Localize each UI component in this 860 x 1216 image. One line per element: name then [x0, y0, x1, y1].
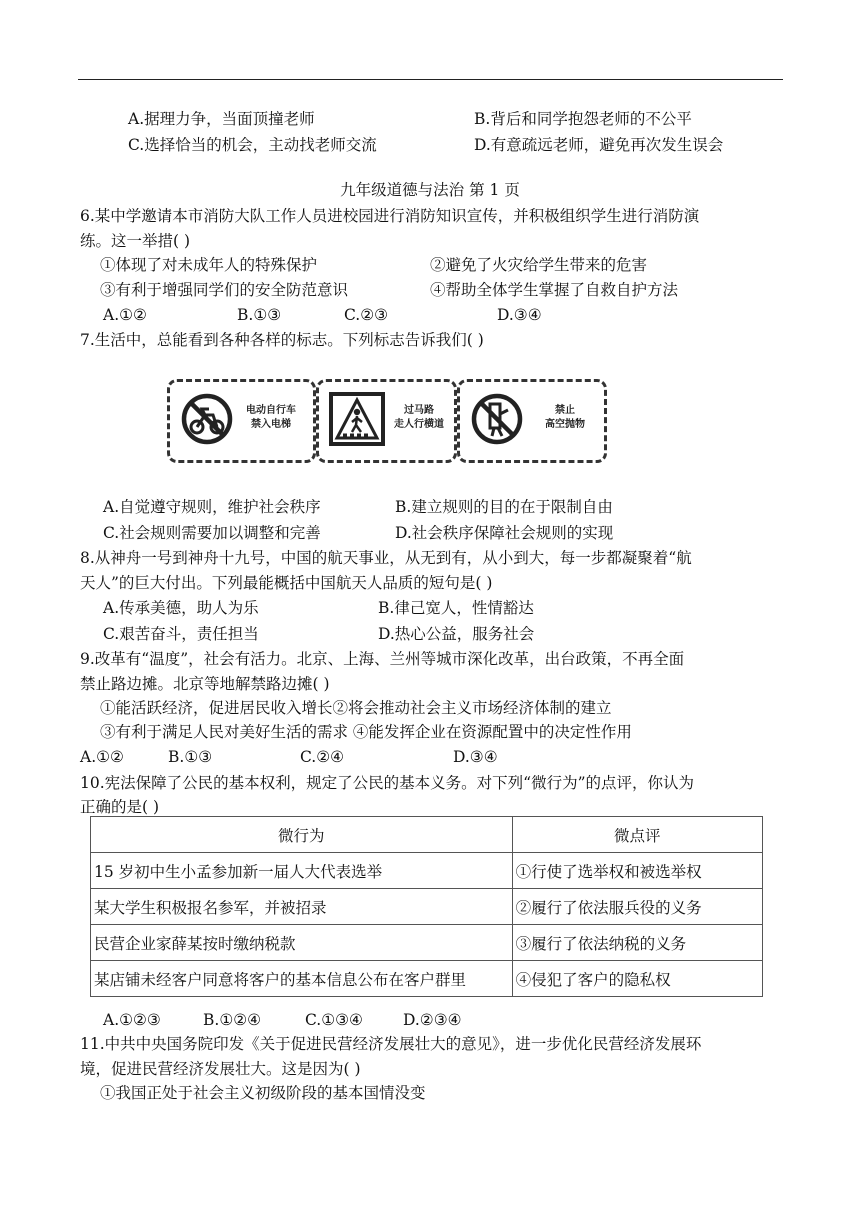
table-cell: ②履行了依法服兵役的义务: [512, 889, 762, 925]
q6-item-1: ①体现了对未成年人的特殊保护: [100, 256, 318, 274]
table-cell: 某大学生积极报名参军，并被招录: [91, 889, 513, 925]
q8-stem-line2: 天人”的巨大付出。下列最能概括中国航天人品质的短句是( ): [80, 574, 493, 592]
q6-option-c: C.②③: [344, 306, 389, 324]
q6-stem-line1: 6.某中学邀请本市消防大队工作人员进校园进行消防知识宣传，并积极组织学生进行消防演: [80, 207, 700, 225]
q8-option-a: A.传承美德，助人为乐: [103, 599, 259, 617]
q7-option-b: B.建立规则的目的在于限制自由: [395, 498, 613, 516]
q8-stem-line1: 8.从神舟一号到神舟十九号，中国的航天事业，从无到有，从小到大，每一步都凝聚着“航: [80, 549, 692, 567]
q9-items-line2: ③有利于满足人民对美好生活的需求 ④能发挥企业在资源配置中的决定性作用: [100, 723, 632, 741]
q9-option-a: A.①②: [80, 748, 124, 766]
q9-option-b: B.①③: [168, 748, 213, 766]
q8-option-b: B.律己宽人，性情豁达: [378, 599, 534, 617]
q7-option-c: C.社会规则需要加以调整和完善: [103, 524, 321, 542]
q11-stem-line1: 11.中共中央国务院印发《关于促进民营经济发展壮大的意见》，进一步优化民营经济发展环: [80, 1035, 702, 1053]
q5-option-a: A.据理力争，当面顶撞老师: [128, 110, 315, 128]
q10-option-c: C.①③④: [305, 1011, 363, 1029]
sign-no-ebike: [167, 379, 316, 463]
no-throwing-icon: [470, 392, 524, 446]
q9-stem-line1: 9.改革有“温度”，社会有活力。北京、上海、兰州等城市深化改革，出台政策，不再全面: [80, 650, 685, 668]
header-rule: [78, 79, 783, 80]
sign-2-text-line1: 过马路: [404, 405, 434, 416]
sign-no-throwing: [457, 379, 607, 463]
sign-2-text-line2: 走人行横道: [394, 419, 444, 430]
table-cell: ①行使了选举权和被选举权: [512, 853, 762, 889]
no-ebike-icon: [180, 392, 234, 446]
q11-stem-line2: 境，促进民营经济发展壮大。这是因为( ): [80, 1060, 361, 1078]
q6-option-b: B.①③: [237, 306, 282, 324]
table-row: [91, 925, 763, 961]
q6-item-2: ②避免了火灾给学生带来的危害: [430, 256, 648, 274]
crosswalk-icon: [329, 392, 385, 446]
table-cell: ④侵犯了客户的隐私权: [512, 961, 762, 997]
q6-option-a: A.①②: [103, 306, 147, 324]
q7-option-a: A.自觉遵守规则，维护社会秩序: [103, 498, 321, 516]
table-cell: 民营企业家薛某按时缴纳税款: [91, 925, 513, 961]
q7-option-d: D.社会秩序保障社会规则的实现: [395, 524, 614, 542]
q6-item-4: ④帮助全体学生掌握了自救自护方法: [430, 281, 679, 299]
q10-stem-line1: 10.宪法保障了公民的基本权利，规定了公民的基本义务。对下列“微行为”的点评，你认为: [80, 774, 695, 792]
q6-option-d: D.③④: [497, 306, 542, 324]
q6-item-3: ③有利于增强同学们的安全防范意识: [100, 281, 349, 299]
q10-stem-line2: 正确的是( ): [80, 798, 160, 816]
q9-option-d: D.③④: [453, 748, 498, 766]
page-footer: 九年级道德与法治 第 1 页: [340, 181, 520, 199]
q8-option-d: D.热心公益，服务社会: [378, 625, 535, 643]
sign-1-text-line1: 电动自行车: [246, 405, 296, 416]
q10-option-b: B.①②④: [203, 1011, 262, 1029]
q5-option-c: C.选择恰当的机会，主动找老师交流: [128, 136, 377, 154]
q10-option-d: D.②③④: [403, 1011, 462, 1029]
q7-stem: 7.生活中，总能看到各种各样的标志。下列标志告诉我们( ): [80, 331, 484, 349]
q9-option-c: C.②④: [300, 748, 345, 766]
sign-3-text-line1: 禁止: [555, 405, 575, 416]
table-header: 微点评: [512, 817, 762, 853]
q9-items-line1: ①能活跃经济，促进居民收入增长②将会推动社会主义市场经济体制的建立: [100, 699, 612, 717]
table-cell: 15 岁初中生小孟参加新一届人大代表选举: [91, 853, 513, 889]
q11-item-1: ①我国正处于社会主义初级阶段的基本国情没变: [100, 1084, 426, 1102]
q7-sign-figure: [163, 377, 611, 461]
sign-crosswalk: [316, 379, 457, 463]
table-row: [91, 961, 763, 997]
q10-table: [90, 816, 763, 997]
sign-1-text-line2: 禁入电梯: [251, 419, 291, 430]
q5-option-b: B.背后和同学抱怨老师的不公平: [474, 110, 692, 128]
q5-option-d: D.有意疏远老师，避免再次发生误会: [474, 136, 724, 154]
table-cell: ③履行了依法纳税的义务: [512, 925, 762, 961]
table-header-row: [91, 817, 763, 853]
q8-option-c: C.艰苦奋斗，责任担当: [103, 625, 259, 643]
q9-stem-line2: 禁止路边摊。北京等地解禁路边摊( ): [80, 675, 330, 693]
q6-stem-line2: 练。这一举措( ): [80, 232, 191, 250]
table-row: [91, 889, 763, 925]
sign-3-text-line2: 高空抛物: [545, 419, 585, 430]
q10-option-a: A.①②③: [103, 1011, 161, 1029]
table-row: [91, 853, 763, 889]
table-header: 微行为: [91, 817, 513, 853]
table-cell: 某店铺未经客户同意将客户的基本信息公布在客户群里: [91, 961, 513, 997]
